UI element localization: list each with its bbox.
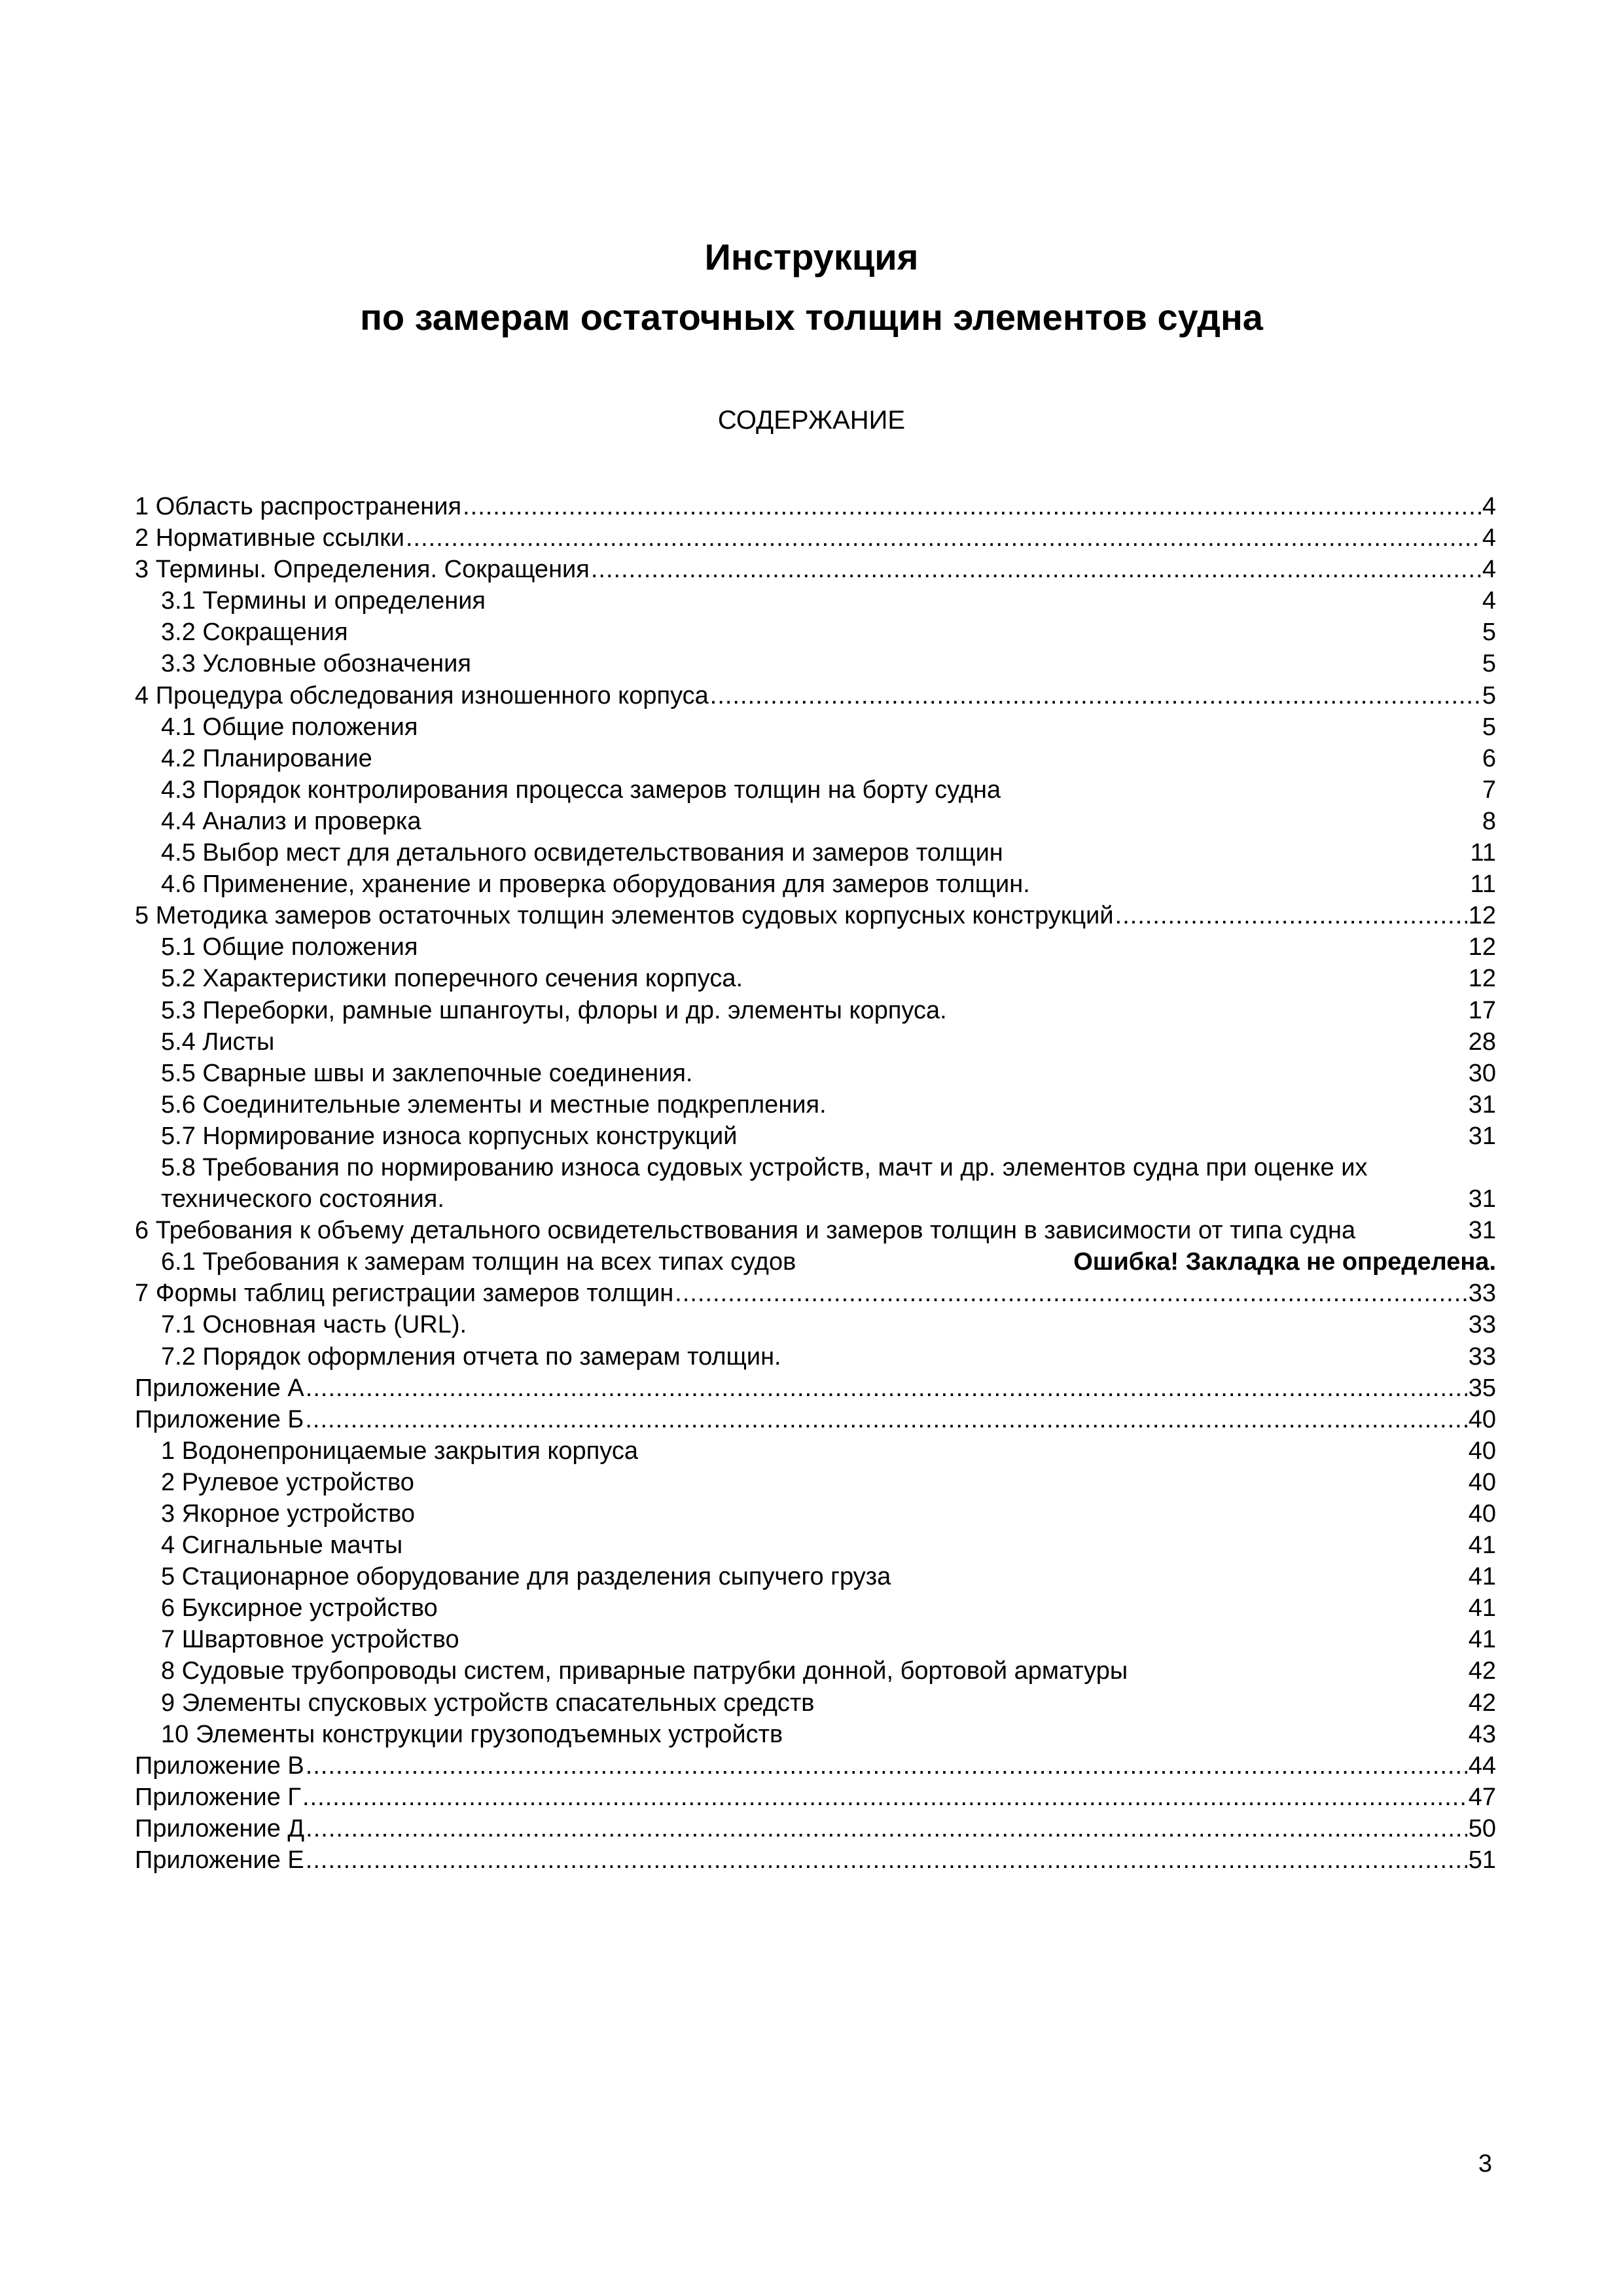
toc-entry-label: 6.1 Требования к замерам толщин на всех типах судов	[161, 1248, 796, 1276]
document-subtitle: по замерам остаточных толщин элементов судна	[360, 296, 1263, 338]
toc-entry-page: 4	[1482, 556, 1496, 584]
toc-entry-label: Приложение В	[135, 1751, 304, 1780]
toc-leader-dots	[1115, 900, 1467, 931]
toc-entry-label: 3 Якорное устройство	[161, 1500, 416, 1528]
toc-entry-label: 5.1 Общие положения	[161, 933, 418, 961]
toc-entry-page: 40	[1468, 1500, 1496, 1528]
toc-entry-page: 42	[1468, 1657, 1496, 1685]
toc-entry-page: 11	[1470, 870, 1496, 899]
toc-entry-page: 11	[1470, 839, 1496, 867]
contents-heading: СОДЕРЖАНИЕ	[717, 406, 906, 435]
toc-leader-dots	[306, 1813, 1467, 1844]
toc-entry-page: 41	[1468, 1532, 1496, 1560]
toc-leader-dots	[306, 1750, 1467, 1782]
toc-entry[interactable]	[135, 1498, 1496, 1530]
toc-entry[interactable]	[135, 1089, 1496, 1121]
toc-entry[interactable]	[135, 585, 1496, 617]
toc-entry-label: 3.1 Термины и определения	[161, 587, 486, 615]
toc-entry[interactable]	[135, 522, 1496, 554]
toc-entry-label: Приложение Б	[135, 1405, 304, 1433]
toc-entry[interactable]	[135, 1215, 1496, 1246]
toc-leader-dots	[406, 522, 1481, 554]
toc-entry[interactable]	[135, 900, 1496, 931]
toc-entry-page: 50	[1468, 1814, 1496, 1842]
toc-entry[interactable]	[135, 680, 1496, 711]
toc-entry-page: 4	[1482, 493, 1496, 520]
toc-entry[interactable]	[135, 1530, 1496, 1561]
toc-leader-dots	[305, 1404, 1467, 1435]
toc-entry-label: 8 Судовые трубопроводы систем, приварные патрубки донной, бортовой арматуры	[161, 1657, 1128, 1685]
toc-entry[interactable]	[135, 491, 1496, 522]
toc-entry[interactable]	[135, 1404, 1496, 1435]
toc-entry[interactable]	[135, 1750, 1496, 1782]
toc-entry-label: 4.6 Применение, хранение и проверка оборудования для замеров толщин.	[161, 870, 1030, 899]
toc-entry-page: 33	[1468, 1342, 1496, 1371]
toc-leader-dots	[306, 1372, 1467, 1404]
toc-entry-page: 31	[1468, 1185, 1496, 1213]
toc-entry[interactable]	[135, 554, 1496, 585]
toc-entry[interactable]	[135, 617, 1496, 648]
toc-entry[interactable]	[135, 1372, 1496, 1404]
toc-entry-page: 33	[1468, 1280, 1496, 1308]
toc-entry-page: 51	[1468, 1846, 1496, 1874]
toc-entry[interactable]	[135, 1719, 1496, 1750]
toc-entry[interactable]	[135, 1246, 1496, 1278]
toc-entry[interactable]	[135, 1624, 1496, 1655]
toc-entry-label: 3.2 Сокращения	[161, 619, 348, 647]
toc-entry-label: 5.8 Требования по нормированию износа судовых устройств, мачт и др. элементов судна при оценке их	[161, 1153, 1368, 1181]
toc-entry-label: 1 Область распространения	[135, 493, 462, 520]
toc-entry-label: 2 Рулевое устройство	[161, 1468, 414, 1496]
toc-entry-page: 7	[1482, 776, 1496, 804]
toc-entry-page: 35	[1468, 1374, 1496, 1402]
toc-entry-label: 5 Стационарное оборудование для разделения сыпучего груза	[161, 1563, 891, 1591]
toc-entry-page: 40	[1468, 1405, 1496, 1433]
table-of-contents	[135, 491, 1496, 1876]
toc-leader-dots	[306, 1844, 1467, 1876]
toc-entry[interactable]	[135, 963, 1496, 994]
toc-entry-label: 9 Элементы спусковых устройств спасательных средств	[161, 1689, 815, 1717]
toc-entry-label: 4.2 Планирование	[161, 744, 372, 772]
toc-leader-dots	[302, 1782, 1467, 1813]
toc-entry[interactable]	[135, 1278, 1496, 1309]
toc-entry-page: 4	[1482, 587, 1496, 615]
toc-entry-label: Приложение Г	[135, 1783, 302, 1811]
toc-leader-dots	[675, 1278, 1467, 1309]
toc-entry[interactable]	[135, 711, 1496, 743]
toc-entry-page: 12	[1468, 965, 1496, 993]
toc-entry-label: 5.4 Листы	[161, 1028, 275, 1056]
toc-entry-label: 7 Формы таблиц регистрации замеров толщин	[135, 1280, 674, 1308]
toc-entry-label: 5.2 Характеристики поперечного сечения корпуса.	[161, 965, 743, 993]
toc-entry-label: 4 Процедура обследования изношенного корпуса	[135, 681, 709, 709]
toc-entry[interactable]	[135, 869, 1496, 900]
toc-entry-page: 30	[1468, 1059, 1496, 1087]
toc-entry-label: 7 Швартовное устройство	[161, 1626, 459, 1654]
toc-entry-label: 5 Методика замеров остаточных толщин элементов судовых корпусных конструкций	[135, 902, 1114, 930]
toc-entry[interactable]	[135, 1592, 1496, 1624]
toc-entry[interactable]	[135, 1813, 1496, 1844]
toc-leader-dots	[591, 554, 1481, 585]
toc-entry[interactable]	[135, 1782, 1496, 1813]
toc-entry[interactable]	[135, 995, 1496, 1026]
toc-entry-page: 40	[1468, 1468, 1496, 1496]
toc-entry[interactable]	[135, 1121, 1496, 1152]
toc-entry[interactable]	[135, 1467, 1496, 1498]
toc-entry-label: 6 Буксирное устройство	[161, 1594, 438, 1623]
toc-entry-page: 40	[1468, 1437, 1496, 1465]
toc-entry-label: 7.1 Основная часть (URL).	[161, 1311, 467, 1339]
toc-entry-label: 3.3 Условные обозначения	[161, 650, 471, 678]
toc-entry[interactable]	[135, 1561, 1496, 1592]
toc-entry[interactable]	[135, 1844, 1496, 1876]
toc-entry-label: Приложение А	[135, 1374, 304, 1402]
toc-entry-page: 12	[1468, 933, 1496, 961]
toc-entry[interactable]	[135, 1309, 1496, 1340]
toc-entry-label: 5.5 Сварные швы и заклепочные соединения.	[161, 1059, 693, 1087]
toc-entry[interactable]	[135, 806, 1496, 837]
toc-entry-page: 17	[1468, 996, 1496, 1024]
toc-entry-label: 4.1 Общие положения	[161, 713, 418, 741]
toc-entry-label: 6 Требования к объему детального освидетельствования и замеров толщин в зависимости от типа судна	[135, 1217, 1356, 1245]
toc-entry[interactable]	[135, 648, 1496, 679]
toc-entry[interactable]	[135, 774, 1496, 806]
toc-entry-label: 5.6 Соединительные элементы и местные подкрепления.	[161, 1090, 827, 1119]
toc-entry[interactable]	[135, 1152, 1496, 1215]
toc-entry-page: 31	[1468, 1122, 1496, 1150]
toc-entry-page: 31	[1468, 1090, 1496, 1119]
toc-entry-label-continued: технического состояния.	[161, 1185, 444, 1213]
toc-entry-page: 5	[1482, 619, 1496, 647]
toc-entry-page: 31	[1468, 1217, 1496, 1245]
toc-entry-page: 44	[1468, 1751, 1496, 1780]
toc-leader-dots	[463, 491, 1481, 522]
toc-entry-page: 5	[1482, 681, 1496, 709]
toc-entry-label: Приложение Е	[135, 1846, 304, 1874]
document-title: Инструкция	[704, 236, 919, 278]
toc-entry[interactable]	[135, 931, 1496, 963]
toc-entry-label: 10 Элементы конструкции грузоподъемных устройств	[161, 1720, 783, 1748]
toc-entry-page: 12	[1468, 902, 1496, 930]
toc-entry[interactable]	[135, 1435, 1496, 1467]
toc-entry-page: 33	[1468, 1311, 1496, 1339]
toc-entry-label: Приложение Д	[135, 1814, 305, 1842]
toc-entry-page: 43	[1468, 1720, 1496, 1748]
toc-entry[interactable]	[135, 1026, 1496, 1058]
toc-entry-page: 5	[1482, 713, 1496, 741]
toc-entry-page: 41	[1468, 1626, 1496, 1654]
toc-entry[interactable]	[135, 1687, 1496, 1719]
toc-entry-page: 41	[1468, 1563, 1496, 1591]
toc-entry-label: 5.7 Нормирование износа корпусных конструкций	[161, 1122, 738, 1150]
toc-entry-page: 4	[1482, 524, 1496, 552]
toc-entry-label: 4.5 Выбор мест для детального освидетельствования и замеров толщин	[161, 839, 1003, 867]
toc-entry-page: 5	[1482, 650, 1496, 678]
page-number: 3	[1478, 2150, 1492, 2178]
toc-entry-label: 5.3 Переборки, рамные шпангоуты, флоры и др. элементы корпуса.	[161, 996, 947, 1024]
toc-entry-page: 47	[1468, 1783, 1496, 1811]
toc-leader-dots	[710, 680, 1481, 711]
toc-entry[interactable]	[135, 1655, 1496, 1687]
toc-entry-label: 3 Термины. Определения. Сокращения	[135, 556, 590, 584]
toc-entry-page: 41	[1468, 1594, 1496, 1623]
toc-entry-label: 2 Нормативные ссылки	[135, 524, 404, 552]
toc-entry[interactable]	[135, 743, 1496, 774]
toc-entry-error: Ошибка! Закладка не определена.	[1073, 1248, 1496, 1276]
toc-entry[interactable]	[135, 837, 1496, 869]
toc-entry-label: 4.4 Анализ и проверка	[161, 807, 421, 835]
toc-entry[interactable]	[135, 1058, 1496, 1089]
toc-entry-label: 7.2 Порядок оформления отчета по замерам толщин.	[161, 1342, 781, 1371]
toc-entry-label: 4 Сигнальные мачты	[161, 1532, 403, 1560]
toc-entry[interactable]	[135, 1341, 1496, 1372]
toc-entry-page: 6	[1482, 744, 1496, 772]
toc-entry-page: 28	[1468, 1028, 1496, 1056]
toc-entry-label: 4.3 Порядок контролирования процесса замеров толщин на борту судна	[161, 776, 1001, 804]
toc-entry-page: 8	[1482, 807, 1496, 835]
toc-entry-page: 42	[1468, 1689, 1496, 1717]
toc-entry-label: 1 Водонепроницаемые закрытия корпуса	[161, 1437, 638, 1465]
